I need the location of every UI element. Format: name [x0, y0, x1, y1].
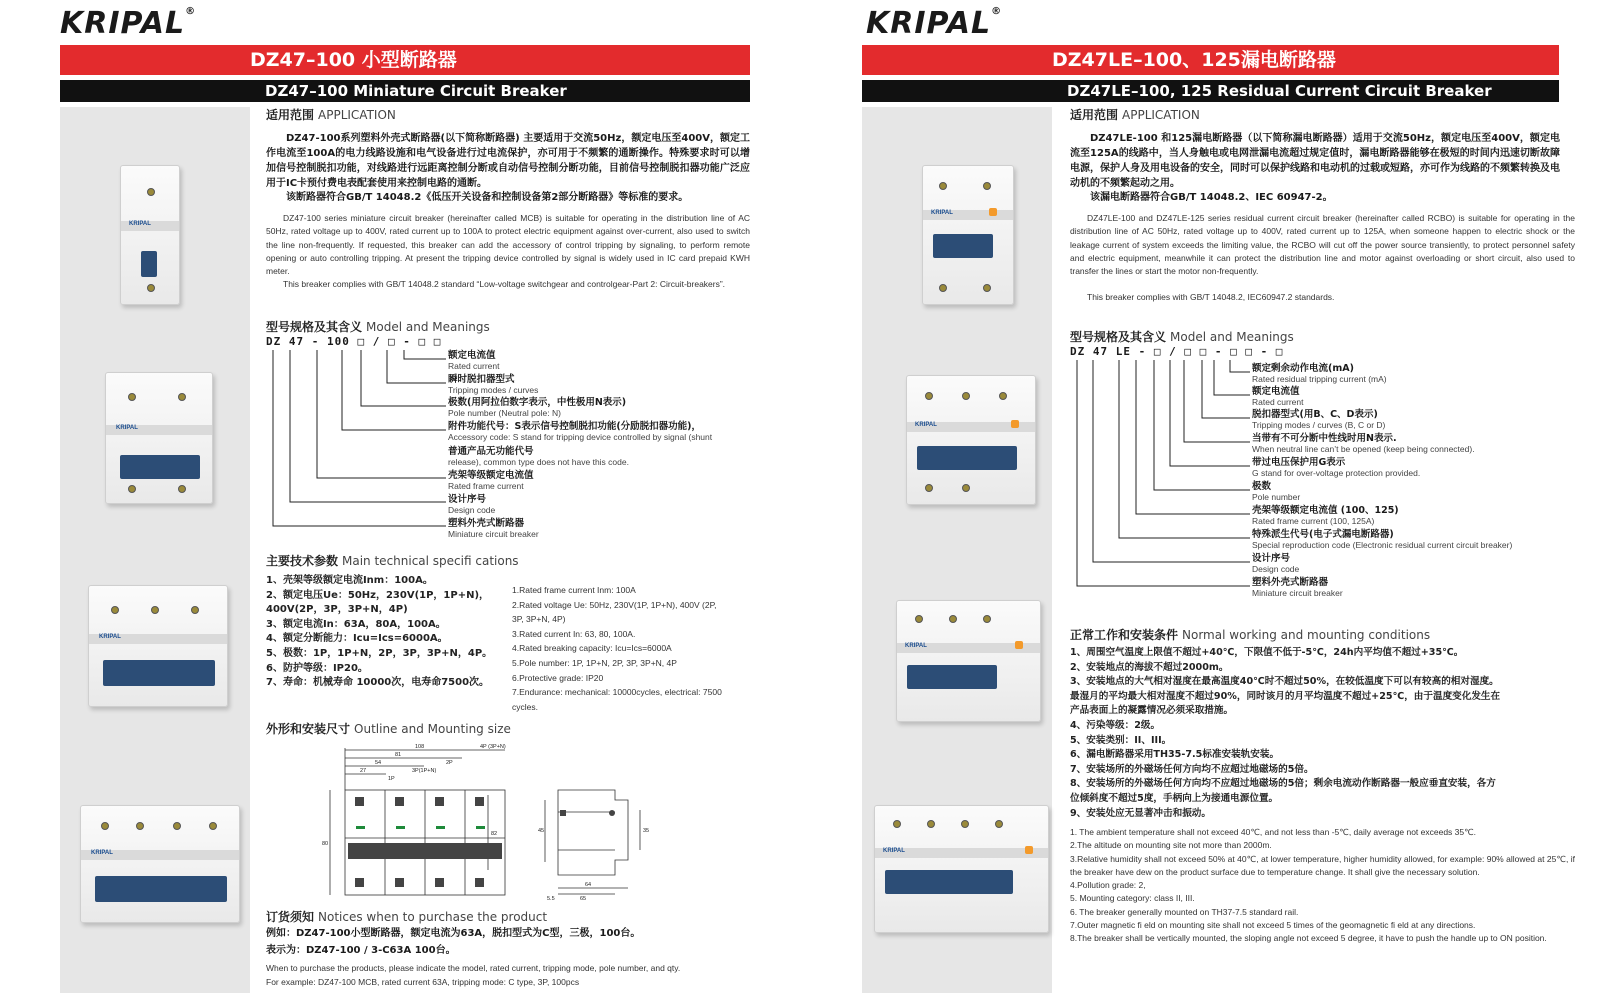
left-page [0, 0, 790, 993]
legend-item: 额定剩余动作电流(mA) Rated residual tripping current (mA) [1252, 363, 1387, 384]
model-heading: 型号规格及其含义 Model and Meanings [266, 320, 490, 334]
condition-line-en: 8.The breaker shall be vertically mounted, the sloping angle not exceed 5 degree, it have to push the handle up to ON position. [1070, 933, 1547, 944]
condition-line-en: 3.Relative humidity shall not exceed 50% at 40℃, at lower temperature, higher humidity allowed, for example: 90% allowed at 25℃, if the breaker have dew on the product surface due to temperature change. It shall give the necessary solution. [1070, 853, 1575, 877]
dim-label: 5.5 [547, 896, 555, 902]
condition-line: 2、安装地点的海拔不超过2000m。 [1070, 661, 1229, 673]
conditions-heading: 正常工作和安装条件 Normal working and mounting conditions [1070, 628, 1431, 642]
legend-item: 特殊派生代号(电子式漏电断路器) Special reproduction code (Electronic residual current circuit breaker) [1252, 529, 1513, 550]
rcbo-3p-image: KRIPAL [906, 375, 1036, 505]
breaker-2p-image: KRIPAL [105, 372, 213, 504]
condition-line-en: 4.Pollution grade: 2, [1070, 880, 1146, 891]
legend-item: 普通产品无功能代号 release), common type does not have this code. [448, 446, 629, 467]
legend-item: 设计序号 Design code [448, 494, 496, 515]
condition-line: 5、安装类别：II、III。 [1070, 734, 1172, 746]
dim-label: 65 [580, 896, 587, 902]
application-heading: 适用范围 APPLICATION [266, 108, 396, 122]
condition-line: 7、安装场所的外磁场任何方向均不应超过地磁场的5倍。 [1070, 763, 1314, 775]
condition-line: 最湿月的平均最大相对湿度不超过90%，同时该月的月平均温度不超过+25℃，由于温度变化发生在 [1070, 690, 1501, 702]
title-bar-cn: DZ47–100 小型断路器 [60, 45, 750, 75]
spec-line: 4、额定分断能力：Icu=Ics=6000A。 [266, 633, 448, 645]
dim-label: 27 [360, 768, 367, 774]
application-text-en: DZ47-100 series miniature circuit breaker (hereinafter called MCB) is suitable for operating in the distribution line of AC 50Hz, rated voltage up to 400V, rated current up to 100A to protect electric equipment against over-current, also used to switch the line non-frequently. If requested, this breaker can add the accessory of control tripping by signaling, to perform remote opening or auto controlling tripping. At present the tripping device controlled by signal is widely used in IC card prepaid KWH meter. [266, 213, 750, 277]
spec-line: cycles. [512, 701, 538, 712]
legend-item: 塑料外壳式断路器 Miniature circuit breaker [448, 518, 539, 539]
conditions-list-en [1070, 826, 1575, 946]
notice-example-cn: 例如：DZ47-100小型断路器，额定电流为63A，脱扣型式为C型，三极，100台。 [266, 928, 641, 939]
specs-heading: 主要技术参数 Main technical specifi cations [266, 554, 519, 568]
condition-line: 6、漏电断路器采用TH35-7.5标准安装轨安装。 [1070, 749, 1280, 761]
spec-line: 7、寿命：机械寿命 10000次，电寿命7500次。 [266, 677, 490, 689]
notice-text-en: When to purchase the products, please indicate the model, rated current, tripping mode, pole number, and qty. [266, 963, 681, 973]
application-standard-cn: 该断路器符合GB/T 14048.2《低压开关设备和控制设备第2部分断路器》等标准的要求。 [286, 192, 689, 203]
legend-item: 额定电流值 Rated current [1252, 386, 1304, 407]
application-standard-en: This breaker complies with GB/T 14048.2, IEC60947.2 standards. [1087, 292, 1335, 302]
spec-line: 3、额定电流In：63A，80A，100A。 [266, 618, 446, 630]
dim-label: 108 [415, 744, 425, 750]
kripal-logo: KRIPAL® [60, 6, 197, 41]
right-page [806, 0, 1611, 993]
outline-heading: 外形和安装尺寸 Outline and Mounting size [266, 722, 511, 736]
legend-item: 极数 Pole number [1252, 481, 1301, 502]
notice-heading: 订货须知 Notices when to purchase the product [266, 910, 548, 924]
model-code: DZ 47 - 100 □ / □ - □ □ [266, 335, 442, 348]
condition-line-en: 5. Mounting category: class II, III. [1070, 893, 1195, 904]
dim-label: 81 [395, 752, 402, 758]
spec-line: 2、额定电压Ue：50Hz，230V(1P，1P+N)， [266, 589, 490, 601]
spec-line: 2.Rated voltage Ue: 50Hz, 230V(1P, 1P+N), 400V (2P, [512, 599, 717, 610]
condition-line: 3、安装地点的大气相对湿度在最高温度40℃时不超过50%，在较低温度下可以有较高的相对湿度。 [1070, 676, 1499, 688]
dim-label: 3P(1P+N) [412, 768, 437, 774]
title-bar-en: DZ47–100 Miniature Circuit Breaker [60, 80, 750, 102]
condition-line-en: 1. The ambient temperature shall not exceed 40℃, and not less than -5℃, daily average not exceeds 35℃. [1070, 827, 1477, 837]
notice-example-en: For example: DZ47-100 MCB, rated current 63A, tripping mode: C type, 3P, 100pcs [266, 977, 580, 987]
dim-label: 45 [538, 828, 545, 834]
condition-line-en: 2.The altitude on mounting site not more than 2000m. [1070, 840, 1272, 851]
breaker-4p-image: KRIPAL [80, 805, 240, 923]
dim-label: 4P (3P+N) [480, 744, 506, 750]
condition-line-en: 6. The breaker generally mounted on TH37-7.5 standard rail. [1070, 906, 1299, 917]
dim-label: 64 [585, 882, 592, 888]
spec-line: 1.Rated frame current Inm: 100A [512, 585, 636, 595]
outline-drawing [0, 0, 790, 993]
legend-item: 壳架等级额定电流值 (100、125) Rated frame current (100, 125A) [1252, 505, 1399, 526]
spec-line: 5.Pole number: 1P, 1P+N, 2P, 3P, 3P+N, 4P [512, 657, 677, 668]
legend-item: 额定电流值 Rated current [448, 350, 500, 371]
model-code: DZ 47 LE - □ / □ □ - □ □ - □ [1070, 345, 1284, 358]
rcbo-4p-large-image: KRIPAL [874, 805, 1049, 933]
spec-line: 6.Protective grade: IP20 [512, 672, 604, 683]
model-heading: 型号规格及其含义 Model and Meanings [1070, 330, 1294, 344]
breaker-3p-image: KRIPAL [88, 585, 228, 707]
spec-line: 7.Endurance: mechanical: 10000cycles, electrical: 7500 [512, 687, 722, 698]
legend-item: 瞬时脱扣器型式 Tripping modes / curves [448, 374, 539, 395]
spec-line: 1、壳架等级额定电流Inm：100A。 [266, 575, 433, 586]
title-bar-cn: DZ47LE–100、125漏电断路器 [862, 45, 1559, 75]
spec-line: 3P, 3P+N, 4P) [512, 614, 566, 625]
legend-item: 附件功能代号：S表示信号控制脱扣功能(分励脱扣器功能)， Accessory code: S stand for tripping device controlled by signal (shunt [448, 421, 713, 442]
conditions-list-cn [1070, 646, 1575, 821]
application-text-cn: DZ47LE-100 和125漏电断路器（以下简称漏电断路器）适用于交流50Hz，额定电压至400V，额定电流至125A的线路中，当人身触电或电网泄漏电流超过规定值时，漏电断路器能够在极短的时间内迅速切断故障电源，保护人身及用电设备的安全，同时可以保护线路和电动机的过载或短路，亦可作为线路的不频繁转换及电动机的不频繁起动之用。 [1070, 133, 1560, 189]
rcbo-2p-image: KRIPAL [922, 165, 1014, 305]
rcbo-4p-image: KRIPAL [896, 600, 1041, 722]
legend-item: 设计序号 Design code [1252, 553, 1300, 574]
spec-line: 4.Rated breaking capacity: Icu=Ics=6000A [512, 643, 672, 654]
dim-label: 1P [388, 776, 395, 782]
spec-line: 5、极数：1P，1P+N，2P，3P，3P+N，4P。 [266, 647, 493, 659]
dim-label: 82 [491, 831, 498, 837]
spec-line: 3.Rated current In: 63, 80, 100A. [512, 628, 636, 639]
dim-label: 54 [375, 760, 382, 766]
application-standard-en: This breaker complies with GB/T 14048.2 standard “Low-voltage switchgear and controlgear-Part 2: Circuit-breakers”. [283, 279, 726, 289]
condition-line: 9、安装处应无显著冲击和振动。 [1070, 807, 1211, 819]
dim-label: 2P [446, 760, 453, 766]
application-text-en: DZ47LE-100 and DZ47LE-125 series residual current circuit breaker (hereinafter called RCBO) is suitable for operating in the distribution line of AC 50Hz, rated voltage up to 400V, rated current up to 125A, when someone happen to electric shock or the leakage current of system exceeds the limiting value, the RCBO will cut off the power source transiently, to protect personnel safety and electric equipment, meanwhile it can protect the distribution line and motor against overloading or short circuit, also used to transfer the lines or start the motor non-frequently. [1070, 213, 1575, 277]
legend-item: 脱扣器型式(用B、C、D表示) Tripping modes / curves (B, C or D) [1252, 409, 1386, 430]
legend-item: 极数(用阿拉伯数字表示，中性极用N表示) Pole number (Neutral pole: N) [448, 397, 627, 418]
legend-item: 壳架等级额定电流值 Rated frame current [448, 470, 534, 491]
condition-line-en: 7.Outer magnetic fi eld on mounting site shall not exceed 5 times of the geomagnetic fi eld at any directions. [1070, 920, 1476, 931]
legend-item: 带过电压保护用G表示 G stand for over-voltage protection provided. [1252, 457, 1421, 478]
application-standard-cn: 该漏电断路器符合GB/T 14048.2、IEC 60947-2。 [1090, 192, 1333, 203]
kripal-logo: KRIPAL® [866, 6, 1003, 41]
spec-line: 400V(2P，3P，3P+N，4P) [266, 604, 408, 616]
condition-line: 位倾斜度不超过5度，手柄向上为接通电源位置。 [1070, 792, 1279, 804]
dim-label: 35 [643, 828, 650, 834]
dim-label: 80 [322, 841, 329, 847]
condition-line: 8、安装场所的外磁场任何方向均不应超过地磁场的5倍；剩余电流动作断路器一般应垂直安装，各方 [1070, 778, 1496, 790]
legend-item: 塑料外壳式断路器 Miniature circuit breaker [1252, 577, 1343, 598]
condition-line: 1、周围空气温度上限值不超过+40℃，下限值不低于-5℃，24h内平均值不超过+35℃。 [1070, 647, 1464, 658]
notice-code-cn: 表示为：DZ47-100 / 3-C63A 100台。 [266, 945, 456, 956]
spec-line: 6、防护等级：IP20。 [266, 662, 368, 674]
legend-item: 当带有不可分断中性线时用N表示. When neutral line can’t be opened (keep being connected). [1252, 433, 1475, 454]
condition-line: 产品表面上的凝露情况必须采取措施。 [1070, 705, 1234, 717]
application-text-cn: DZ47-100系列塑料外壳式断路器(以下简称断路器) 主要适用于交流50Hz，额定电压至400V，额定工作电流至100A的电力线路设施和电气设备进行过电流保护，亦可用于不频繁的通断操作。特殊要求时可以增加信号控制脱扣功能，对线路进行远距离控制分断或自动信号控制分断功能，目前信号控制脱扣器功能广泛应用于IC卡预付费电表配套使用来控制电路的通断。 [266, 133, 750, 189]
application-heading: 适用范围 APPLICATION [1070, 108, 1200, 122]
breaker-1p-image: KRIPAL [120, 165, 180, 305]
condition-line: 4、污染等级：2级。 [1070, 719, 1161, 731]
title-bar-en: DZ47LE–100, 125 Residual Current Circuit Breaker [862, 80, 1559, 102]
